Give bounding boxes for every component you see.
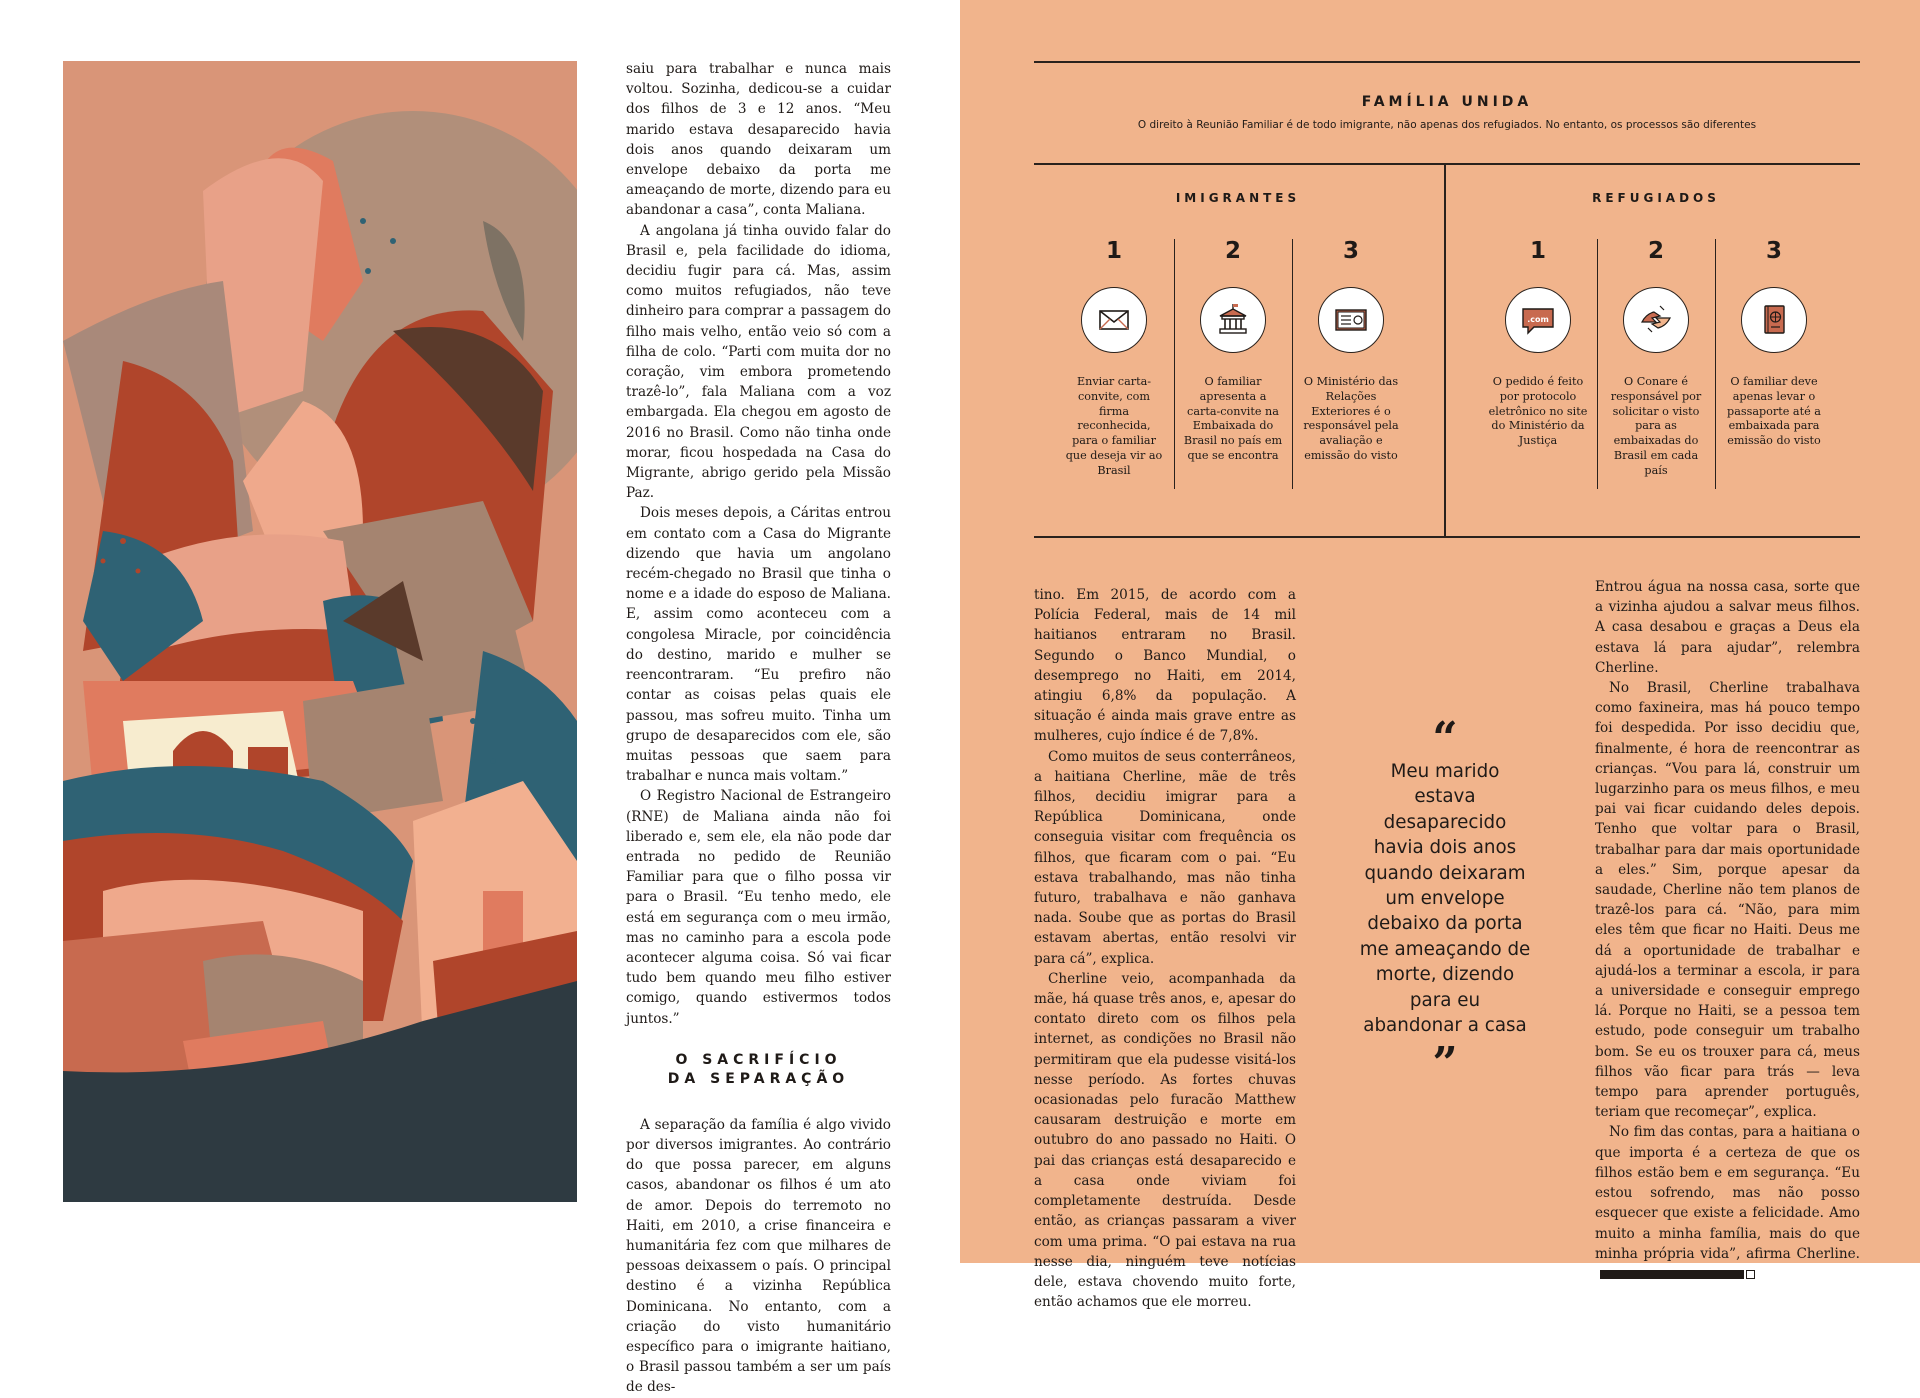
left-page xyxy=(0,0,960,1396)
right-paragraph: Como muitos de seus conterrâneos, a haitiana Cherline, mãe de três filhos, decidiu imigrar para a República Dominicana, onde conseguia visitar com frequência os filhos, que ficaram com o pai. “Eu estava trabalhando, mas não tinha futuro, trabalhava e não ganhava nada. Soube que as portas do Brasil estavam abertas, então resolvi vir para cá”, explica. xyxy=(1034,748,1296,967)
houses-illustration-art xyxy=(63,61,577,1202)
open-quote-mark: “ xyxy=(1432,713,1458,764)
left-paragraph: A separação da família é algo vivido por diversos imigrantes. Ao contrário do que possa parecer, em alguns casos, abandonar os filhos é um ato de amor. Depois do terremoto no Haiti, em 2010, a crise financeira e humanitária fez com que milhares de pessoas deixassem o país. O principal destino é a vizinha República Dominicana. No entanto, com a criação do visto humanitário específico para o imigrante haitiano, o Brasil passou também a ser um país de des- xyxy=(626,1116,891,1396)
houses-illustration xyxy=(63,61,577,1202)
right-paragraph: Entrou água na nossa casa, sorte que a vizinha ajudou a salvar meus filhos. A casa desabou e graças a Deus ela estava lá para ajudar”, relembra Cherline. xyxy=(1595,579,1860,676)
subhead-line-2: DA SEPARAÇÃO xyxy=(667,1070,850,1087)
web-chat-icon-text: .com xyxy=(1527,315,1549,324)
right-paragraph: No fim das contas, para a haitiana o que importa é a certeza de que os filhos estão bem e em segurança. “Eu estou sofrendo, mas não posso esquecer que existe a felicidade. Amo muito a minha família, mais do que minha própria vida”, afirma Cherline. xyxy=(1595,1124,1860,1262)
left-paragraph: A angolana já tinha ouvido falar do Brasil e, pela facilidade do idioma, decidiu fugir para cá. Mas, assim como muitos refugiados, não teve dinheiro para comprar a passagem do filho mais velho, então veio só com a filha de colo. “Parti com muita dor no coração, vim embora prometendo trazê-lo”, fala Maliana com a voz embargada. Ela chegou em agosto de 2016 no Brasil. Como não tinha onde morar, ficou hospedada na Casa do Migrante, abrigo gerido pela Missão Paz. xyxy=(626,222,891,502)
infographic-top-rule xyxy=(1034,61,1860,63)
passport-icon xyxy=(1741,287,1807,353)
refugee-step-1 xyxy=(1480,237,1596,449)
step-number: 2 xyxy=(1224,238,1241,264)
refugee-step-2 xyxy=(1598,237,1714,479)
infographic-bottom-rule xyxy=(1034,536,1860,538)
id-document-icon xyxy=(1318,287,1384,353)
infographic-divider xyxy=(1444,163,1446,537)
end-mark-bar xyxy=(1600,1270,1744,1279)
immigrant-step-1 xyxy=(1056,237,1172,479)
end-mark-square xyxy=(1746,1270,1755,1279)
right-paragraph: Cherline veio, acompanhada da mãe, há quase três anos, e, apesar do contato direto com os filhos pela internet, as condições no Brasil não permitiram que ela pudesse visitá-los nesse período. As fortes chuvas ocasionadas pelo furacão Matthew causaram destruição e morte em outubro do ano passado no Haiti. O pai das crianças está desaparecido e a casa onde viviam foi completamente destruída. Desde então, as crianças passaram a viver com uma prima. “O pai estava na rua nesse dia, ninguém teve notícias dele, estava chovendo muito forte, então achamos que ele morreu. xyxy=(1034,970,1296,1311)
left-text-column xyxy=(626,59,891,1398)
immigrant-step-2 xyxy=(1175,237,1291,464)
refugee-step-3 xyxy=(1716,237,1832,449)
step-text: O Ministério das Relações Exteriores é o responsável pela avaliação e emissão do visto xyxy=(1303,375,1399,462)
right-text-column-1 xyxy=(1034,585,1296,1312)
step-number: 3 xyxy=(1342,238,1359,264)
infographic-rule xyxy=(1034,163,1860,165)
step-text: O pedido é feito por protocolo eletrônico no site do Ministério da Justiça xyxy=(1488,375,1588,448)
step-text: O familiar apresenta a carta-convite na Embaixada do Brasil no país em que se encontra xyxy=(1183,375,1283,462)
web-chat-icon xyxy=(1505,287,1571,353)
immigrants-label: IMIGRANTES xyxy=(1175,191,1301,205)
right-paragraph: tino. Em 2015, de acordo com a Polícia Federal, mais de 14 mil haitianos entraram no Brasil. Segundo o Banco Mundial, o desemprego no Haiti, em 2014, atingiu 6,8% da população. A situação é ainda mais grave entre as mulheres, cujo índice é de 7,8%. xyxy=(1034,587,1296,745)
close-quote-mark: ” xyxy=(1432,1038,1458,1090)
left-paragraph: saiu para trabalhar e nunca mais voltou. Sozinha, dedicou-se a cuidar dos filhos de 3 e 12 anos. “Meu marido estava desaparecido havia dois anos quando deixaram um envelope debaixo da porta me ameaçando de morte, dizendo para eu abandonar a casa”, conta Maliana. xyxy=(626,61,891,219)
envelope-icon xyxy=(1081,287,1147,353)
step-text: Enviar carta-convite, com firma reconhecida, para o familiar que deseja vir ao Brasil xyxy=(1065,375,1163,477)
right-text-column-3 xyxy=(1595,577,1860,1284)
step-number: 1 xyxy=(1105,238,1122,264)
infographic-subtitle: O direito à Reunião Familiar é de todo imigrante, não apenas dos refugiados. No entanto, os processos são diferentes xyxy=(1137,119,1757,131)
left-paragraph: O Registro Nacional de Estrangeiro (RNE) de Maliana ainda não foi liberado e, sem ele, ela não pode dar entrada no pedido de Reunião Familiar para que o filho possa vir para o Brasil. “Eu tenho medo, ele está em segurança com o meu irmão, mas no caminho para a escola pode acontecer alguma coisa. Só vai ficar tudo bem quando meu filho estiver comigo, quando estivermos todos juntos.” xyxy=(626,788,891,1027)
infographic-title: FAMÍLIA UNIDA xyxy=(1361,94,1533,110)
step-number: 2 xyxy=(1647,238,1664,264)
left-paragraph: Dois meses depois, a Cáritas entrou em contato com a Casa do Migrante dizendo que havia um angolano recém-chegado no Brasil que tinha o nome e a idade do esposo de Maliana. E, assim como aconteceu com a congolesa Miracle, por coincidência do destino, marido e mulher se reencontraram. “Eu prefiro não contar as coisas pelas quais ele passou, mas sofreu muito. Tinha um grupo de desaparecidos com ele, são muitas pessoas que saem para trabalhar e nunca mais voltam.” xyxy=(626,505,891,785)
right-paragraph-last xyxy=(1595,1122,1860,1284)
immigrant-step-3 xyxy=(1293,237,1409,464)
right-paragraph: No Brasil, Cherline trabalhava como faxineira, mas há pouco tempo foi despedida. Por isso decidiu que, finalmente, é hora de reencontrar as crianças. “Vou para lá, construir um lugarzinho para os meus filhos, e meu pai vai ficar cuidando deles depois. Tenho que voltar para o Brasil, trabalhar para dar mais oportunidade a eles.” Sim, porque apesar da saudade, Cherline não tem planos de trazê-los para cá. “Não, para mim eles têm que ficar no Haiti. Deus me dá a oportunidade de trabalhar e ajudá-los a terminar a escola, ir para a universidade e conseguir emprego lá. Porque no Haiti, se a pessoa tem estudo, pode conseguir um trabalho bom. Se eu os trouxer para cá, meus filhos vão ficar para trás — leva tempo para aprender português, teriam que recomeçar”, explica. xyxy=(1595,680,1860,1121)
hands-icon xyxy=(1623,287,1689,353)
step-number: 1 xyxy=(1529,238,1546,264)
embassy-building-icon xyxy=(1200,287,1266,353)
step-text: O familiar deve apenas levar o passaporte até a embaixada para emissão do visto xyxy=(1727,375,1821,448)
step-text: O Conare é responsável por solicitar o visto para as embaixadas do Brasil em cada país xyxy=(1610,375,1702,477)
subhead-line-1: O SACRIFÍCIO xyxy=(675,1051,842,1068)
section-subhead xyxy=(626,1051,891,1089)
step-number: 3 xyxy=(1765,238,1782,264)
pull-quote xyxy=(1359,713,1531,1090)
pull-quote-text: Meu marido estava desaparecido havia dois anos quando deixaram um envelope debaixo da porta me ameaçando de morte, dizendo para eu abandonar a casa xyxy=(1359,761,1531,1037)
refugees-label: REFUGIADOS xyxy=(1592,191,1720,205)
